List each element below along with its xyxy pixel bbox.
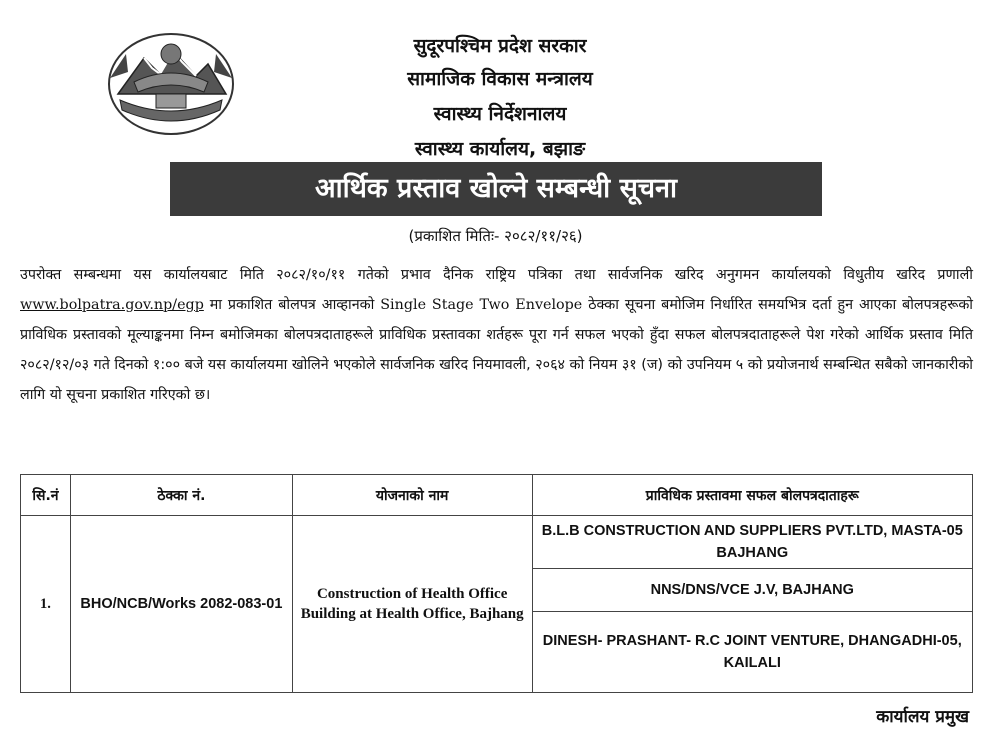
notice-body — [20, 260, 973, 410]
table-header-row — [21, 475, 973, 516]
bidders-table — [20, 474, 973, 693]
government-emblem-icon — [104, 24, 238, 140]
row-contract: BHO/NCB/Works 2082-083-01 — [70, 516, 292, 693]
header-sn: सि.नं — [21, 475, 71, 516]
egp-link[interactable]: www.bolpatra.gov.np/egp — [20, 297, 204, 313]
bidder-3: DINESH- PRASHANT- R.C JOINT VENTURE, DHANGADHI-05, KAILALI — [532, 612, 972, 693]
notice-title: आर्थिक प्रस्ताव खोल्ने सम्बन्धी सूचना — [170, 162, 822, 216]
header-bidders: प्राविधिक प्रस्तावमा सफल बोलपत्रदाताहरू — [532, 475, 972, 516]
office-chief-signature: कार्यालय प्रमुख — [876, 707, 969, 727]
bidder-2: NNS/DNS/VCE J.V, BAJHANG — [532, 569, 972, 612]
header-contract: ठेक्का नं. — [70, 475, 292, 516]
header-project: योजनाको नाम — [292, 475, 532, 516]
body-text-part2: मा प्रकाशित बोलपत्र आव्हानको — [203, 297, 381, 313]
row-project: Construction of Health Office Building at Health Office, Bajhang — [292, 516, 532, 693]
header-ministry: सामाजिक विकास मन्त्रालय — [407, 68, 593, 90]
header-province: सुदूरपश्चिम प्रदेश सरकार — [413, 35, 587, 57]
header-directorate: स्वास्थ्य निर्देशनालय — [433, 103, 567, 125]
envelope-type: Single Stage Two Envelope — [380, 297, 583, 313]
body-text-part3: ठेक्का सूचना बमोजिम निर्धारित समयभित्र दर्ता हुन आएका बोलपत्रहरूको प्राविधिक प्रस्तावको मूल्याङ्कनमा निम्न बमोजिमका बोलपत्रदाताहरूले प्राविधिक प्रस्तावका शर्तहरू पूरा गर्न सफल भएको हुँदा सफल बोलपत्रदाताहरूले पेश गरेको आर्थिक प्रस्ताव मिति २०८२/१२/०३ गते दिनको १:०० बजे यस कार्यालयमा खोलिने भएकोले सार्वजनिक खरिद नियमावली, २०६४ को नियम ३१ (ज) को उपनियम ५ को प्रयोजनार्थ सम्बन्धित सबैको जानकारीको लागि यो सूचना प्रकाशित गरिएको छ। — [20, 297, 974, 403]
table-row — [21, 516, 973, 569]
header-office: स्वास्थ्य कार्यालय, बझाङ — [414, 138, 586, 160]
published-date: (प्रकाशित मितिः- २०८२/११/२६) — [408, 227, 583, 245]
row-sn: 1. — [21, 516, 71, 693]
bidder-1: B.L.B CONSTRUCTION AND SUPPLIERS PVT.LTD, MASTA-05 BAJHANG — [532, 516, 972, 569]
body-text-part1: उपरोक्त सम्बन्धमा यस कार्यालयबाट मिति २०८२/१०/११ गतेको प्रभाव दैनिक राष्ट्रिय पत्रिका तथा सार्वजनिक खरिद अनुगमन कार्यालयको विधुतीय खरिद प्रणाली — [20, 267, 973, 283]
